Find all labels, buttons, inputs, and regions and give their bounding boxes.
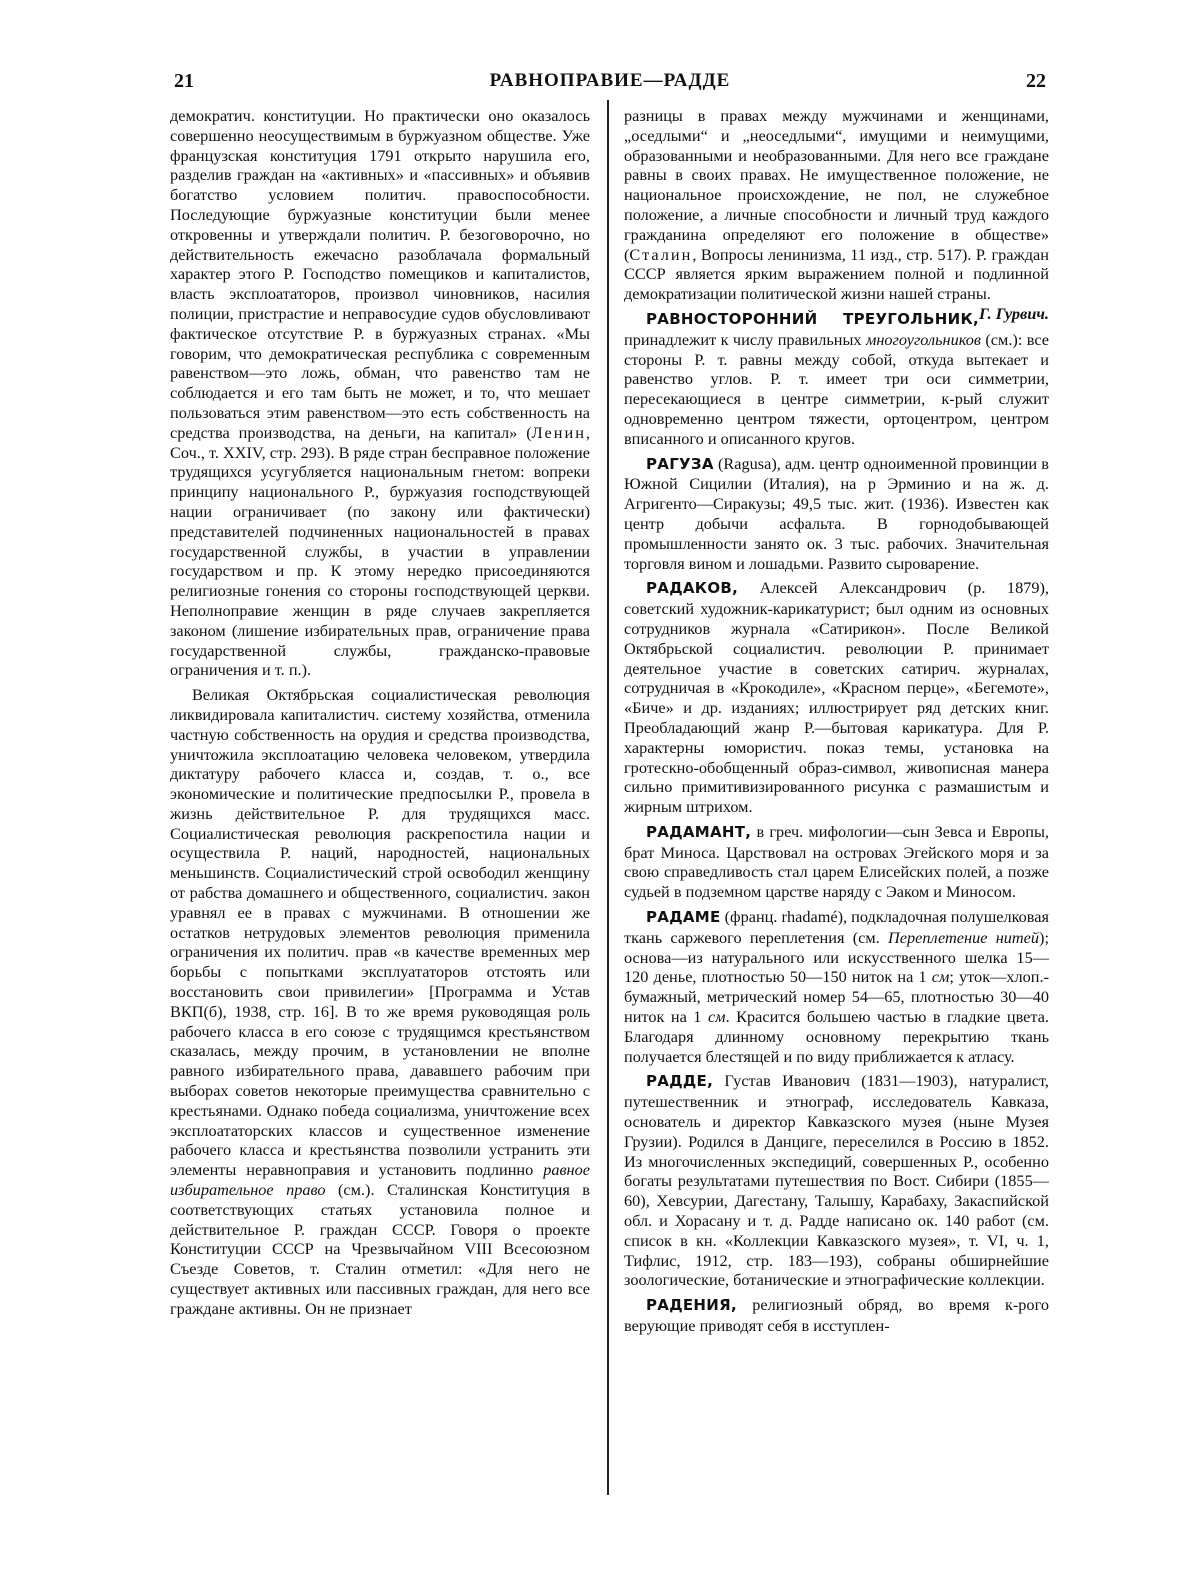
entry-radame: РАДАМЕ (франц. rhadamé), подкладочная полушелковая ткань саржевого переплетения (см. Переплетение нитей); основа—из натурального или искусственного шелка 15—120 денье, плотностью 50—150 ниток на 1 см; уток—хлоп.-бумажный, метрический номер 54—65, плотностью 30—40 ниток на 1 см. Красится большею частью в гладкие цвета. Благодаря длинному основному перекрытию ткань получается блестящей и по виду приближается к атласу.	[624, 907, 1049, 1066]
crossref-mnogougolniki: многоугольников	[865, 329, 981, 349]
entry-headword: РАДЕНИЯ,	[646, 1296, 737, 1315]
page-header	[170, 70, 1050, 100]
paragraph-ravnopravie-continued: разницы в правах между мужчинами и женщинами, „оседлыми“ и „неоседлыми“, имущими и неимущими, образованными и необразованными. Для него все граждане равны в своих правах. Не имущественное положение, не национальное происхождение, не пол, не служебное положение, а личные способности и личный труд каждого гражданина определяют его положение в обществе» (Сталин, Вопросы ленинизма, 11 изд., стр. 517). Р. граждан СССР является ярким выражением полной и подлинной демократизации политической жизни нашей страны. Г. Гурвич.	[624, 106, 1049, 323]
page-number-left: 21	[174, 70, 194, 92]
paragraph-ravnopravie-part1: демократич. конституции. Но практически оно оказалось совершенно неосуществимым в буржуазном обществе. Уже французская конституция 1791 открыто нарушила его, разделив граждан на «активных» и «пассивных» и объявив богатство условием политич. правоспособности. Последующие буржуазные конституции были менее откровенны и утверждали политич. Р. безоговорочно, но действительность ежечасно разоблачала формальный характер этого Р. Господство помещиков и капиталистов, власть эксплоататоров, произвол чиновников, насилия полиции, пристрастие и неправосудие судов обусловливают фактическое отсутствие Р. в буржуазных странах. «Мы говорим, что демократическая республика с современным равенством—это ложь, обман, что равенство там не соблюдается и его там быть не может, и то, что мешает пользоваться этим равенством—это есть собственность на средства производства, на деньги, на капитал» (Ленин, Соч., т. XXIV, стр. 293). В ряде стран бесправное положение трудящихся усугубляется национальным гнетом: вопреки принципу национального Р., буржуазия господствующей нации ограничивает (по закону или фактически) представителей подчиненных национальностей в правах государственной службы, в участии в управлении государством и пр. К этому нередко присоединяются религиозные гонения со стороны господствующей церкви. Неполноправие женщин в ряде случаев закрепляется законом (лишение избирательных прав, ограничение права государственной службы, гражданско-правовые ограничения и т. п.).	[170, 106, 590, 680]
entry-ravnostoronniy-treugolnik: РАВНОСТОРОННИЙ ТРЕУГОЛЬНИК, принадлежит к числу правильных многоугольников (см.): все стороны Р. т. равны между собой, откуда вытекает и равенство углов. Р. т. имеет три оси симметрии, пересекающиеся в центре симметрии, к-рый служит одновременно центром тяжести, ортоцентром, центром вписанного и описанного кругов.	[624, 309, 1049, 448]
left-column	[170, 106, 590, 1486]
running-title: РАВНОПРАВИЕ—РАДДЕ	[489, 70, 731, 91]
entry-radamant: РАДАМАНТ, в греч. мифологии—сын Зевса и Европы, брат Миноса. Царствовал на островах Эгейского моря и за свою справедливость стал царем Елисейских полей, а позже судьей в подземном царстве наряду с Эаком и Миносом.	[624, 821, 1049, 902]
author-stalin: Сталин	[629, 244, 693, 264]
entry-headword: РАДАКОВ,	[646, 579, 739, 598]
page-number-right: 22	[1026, 70, 1046, 92]
article-signature: Г. Гурвич.	[979, 303, 1049, 323]
right-column	[624, 106, 1049, 1486]
crossref-perepletenie-nitey: Переплетение нитей	[888, 927, 1040, 947]
entry-radakov: РАДАКОВ, Алексей Александрович (р. 1879), советский художник-карикатурист; был одним из основных сотрудников журнала «Сатирикон». После Великой Октябрьской социалистич. революции Р. принимает деятельное участие в советских сатирич. журналах, сотрудничая в «Крокодиле», «Красном перце», «Бегемоте», «Биче» и др. изданиях; иллюстрирует ряд детских книг. Преобладающий жанр Р.—бытовая карикатура. Для Р. характерны юмористич. показ темы, установка на гротескно-обобщенный образ-символ, живописная манера сильно примитивизированного рисунка с размашистым и жирным штрихом.	[624, 578, 1049, 817]
entry-headword: РАДДЕ,	[646, 1072, 714, 1091]
entry-headword: РАДАМЕ	[646, 908, 721, 927]
entry-headword: РАГУЗА	[646, 454, 714, 473]
author-lenin: Ленин	[531, 422, 586, 442]
crossref-ravnoe-izbiratelnoe-pravo: равное избирательное право	[170, 1160, 590, 1200]
entry-radeniya: РАДЕНИЯ, религиозный обряд, во время к-рого верующие приводят себя в исступлен-	[624, 1295, 1049, 1336]
entry-headword: РАВНОСТОРОННИЙ ТРЕУГОЛЬНИК,	[646, 309, 980, 328]
entry-radde: РАДДЕ, Густав Иванович (1831—1903), натуралист, путешественник и этнограф, исследователь Кавказа, основатель и директор Кавказского музея (ныне Музея Грузии). Родился в Данциге, переселился в Россию в 1852. Из многочисленных экспедиций, совершенных Р., особенно богаты результатами путешествия по Вост. Сибири (1855—60), Хевсурии, Дагестану, Талышу, Карабаху, Закаспийской обл. и Хорасану и т. д. Радде написано ок. 140 работ (см. список в кн. «Коллекции Кавказского музея», т. VI, ч. 1, Тифлис, 1912, стр. 183—193), собраны обширнейшие зоологические, ботанические и этнографические коллекции.	[624, 1071, 1049, 1290]
entry-headword: РАДАМАНТ,	[646, 822, 752, 841]
column-divider	[607, 100, 609, 1495]
entry-raguza: РАГУЗА (Ragusa), адм. центр одноименной провинции в Южной Сицилии (Италия), на р Эрминио и на ж. д. Агригенто—Сиракузы; 49,5 тыс. жит. (1936). Известен как центр добычи асфальта. В горнодобывающей промышленности занято ок. 3 тыс. рабочих. Значительная торговля вином и лошадьми. Развито сыроварение.	[624, 453, 1049, 573]
paragraph-ravnopravie-part2: Великая Октябрьская социалистическая революция ликвидировала капиталистич. систему хозяйства, отменила частную собственность на орудия и средства производства, уничтожила эксплоатацию человека человеком, утвердила диктатуру рабочего класса и, создав, т. о., все экономические и политические предпосылки Р., провела в жизнь действительное Р. для трудящихся масс. Социалистическая революция раскрепостила нации и осуществила Р. наций, народностей, национальных меньшинств. Социалистический строй освободил женщину от рабства домашнего и общественного, социалистич. закон уравнял ее в правах с мужчинами. В отношении же остатков нетрудовых элементов революция применила ограничения их политич. прав «в качестве временных мер борьбы с попытками эксплуататоров отстоять или восстановить свои привилегии» [Программа и Устав ВКП(б), 1938, стр. 16]. В то же время руководящая роль рабочего класса в его союзе с трудящимся крестьянством сказалась, между прочим, в установлении не вполне равного избирательного права, дававшего рабочим при выборах советов некоторые преимущества сравнительно с крестьянами. Однако победа социализма, уничтожение всех эксплоататорских классов и существенное изменение рабочего класса и крестьянства позволили устранить эти элементы неравноправия и установить подлинно равное избирательное право (см.). Сталинская Конституция в соответствующих статьях установила полное и действительное Р. граждан СССР. Говоря о проекте Конституции СССР на Чрезвычайном VIII Всесоюзном Съезде Советов, т. Сталин отметил: «Для него не существует активных или пассивных граждан, для него все граждане активны. Он не признает	[170, 685, 590, 1318]
